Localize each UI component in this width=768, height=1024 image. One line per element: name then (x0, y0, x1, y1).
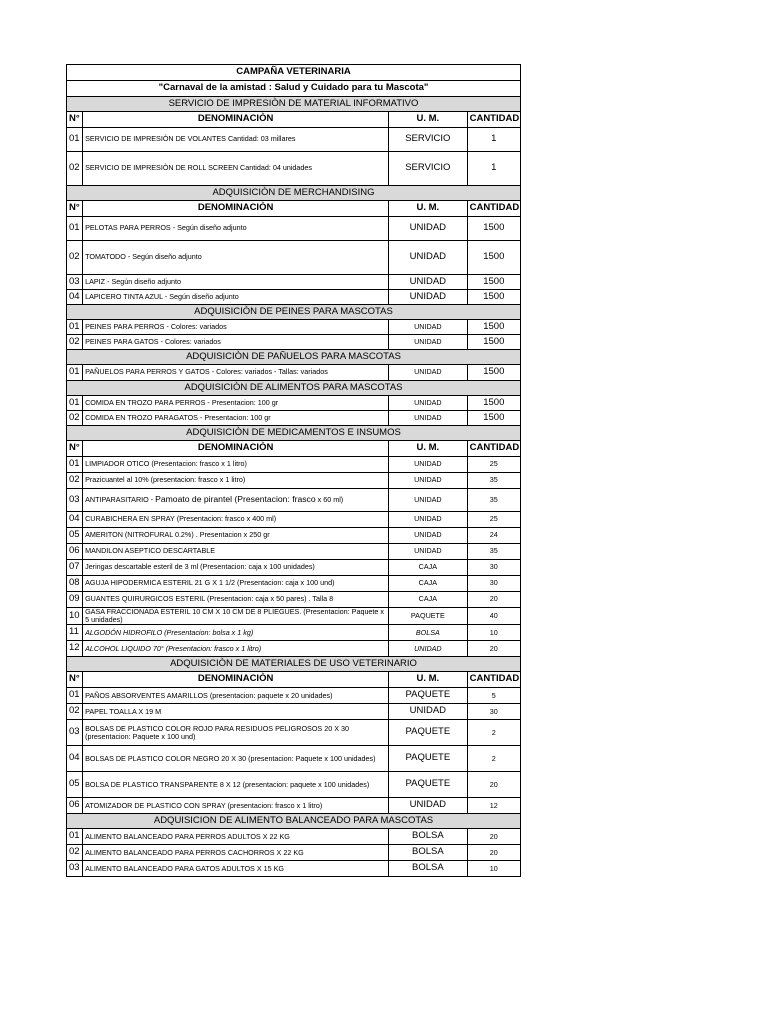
table-row (67, 217, 521, 241)
item-number: 01 (67, 457, 83, 473)
table-row (67, 798, 521, 814)
section-title-row (67, 97, 521, 112)
item-number: 03 (67, 861, 83, 877)
item-description: Prazicuantel al 10% (presentacion: frasco x 1 litro) (83, 473, 389, 489)
section-title-row (67, 814, 521, 829)
table-row (67, 396, 521, 411)
item-quantity: 25 (467, 512, 520, 528)
item-unit: BOLSA (389, 845, 468, 861)
section-title-row (67, 305, 521, 320)
item-unit: UNIDAD (389, 704, 468, 720)
item-quantity: 40 (467, 608, 520, 625)
item-description: COMIDA EN TROZO PARAGATOS - Presentacion: 100 gr (83, 411, 389, 426)
section-title-row (67, 350, 521, 365)
section-title: ADQUISICIÒN DE ALIMENTOS PARA MASCOTAS (67, 381, 521, 396)
table-row (67, 625, 521, 641)
item-quantity: 20 (467, 772, 520, 798)
header-cantidad: CANTIDAD (467, 441, 520, 457)
item-unit: CAJA (389, 560, 468, 576)
table-row (67, 411, 521, 426)
item-unit: SERVICIO (389, 128, 468, 152)
item-description: BOLSAS DE PLASTICO COLOR ROJO PARA RESIDUOS PELIGROSOS 20 X 30 (presentacion: Paquete x 100 und) (83, 720, 389, 746)
table-row (67, 704, 521, 720)
table-row (67, 128, 521, 152)
table-row (67, 320, 521, 335)
header-denominacion: DENOMINACIÒN (83, 112, 389, 128)
item-description: GUANTES QUIRURGICOS ESTERIL (Presentacion: caja x 50 pares) . Talla 8 (83, 592, 389, 608)
item-number: 01 (67, 365, 83, 381)
item-description (83, 489, 389, 512)
item-number: 02 (67, 473, 83, 489)
item-description: BOLSAS DE PLASTICO COLOR NEGRO 20 X 30 (presentacion: Paquete x 100 unidades) (83, 746, 389, 772)
item-quantity: 30 (467, 560, 520, 576)
item-unit: PAQUETE (389, 688, 468, 704)
column-header-row (67, 672, 521, 688)
item-quantity: 12 (467, 798, 520, 814)
header-number: N° (67, 441, 83, 457)
item-quantity: 1500 (467, 217, 520, 241)
item-description-part: x 60 ml) (315, 495, 344, 505)
item-number: 03 (67, 489, 83, 512)
section-title: ADQUISICIÒN DE MERCHANDISING (67, 186, 521, 201)
header-um: U. M. (389, 201, 468, 217)
item-quantity: 2 (467, 720, 520, 746)
item-description: PAPEL TOALLA X 19 M (83, 704, 389, 720)
item-description: PEINES PARA PERROS - Colores: variados (83, 320, 389, 335)
item-unit: UNIDAD (389, 365, 468, 381)
item-unit: UNIDAD (389, 457, 468, 473)
item-description: AGUJA HIPODERMICA ESTERIL 21 G X 1 1/2 (Presentacion: caja x 100 und) (83, 576, 389, 592)
item-quantity: 20 (467, 592, 520, 608)
header-um: U. M. (389, 112, 468, 128)
table-row (67, 335, 521, 350)
table-row (67, 560, 521, 576)
section-title-row (67, 657, 521, 672)
item-description: BOLSA DE PLASTICO TRANSPARENTE 8 X 12 (presentacion: paquete x 100 unidades) (83, 772, 389, 798)
item-description: GASA FRACCIONADA ESTERIL 10 CM X 10 CM DE 8 PLIEGUES. (Presentacion: Paquete x 5 unidades) (83, 608, 389, 625)
section-title-row (67, 426, 521, 441)
item-unit: BOLSA (389, 829, 468, 845)
table-row (67, 861, 521, 877)
header-cantidad: CANTIDAD (467, 672, 520, 688)
item-description: TOMATODO - Según diseño adjunto (83, 241, 389, 275)
item-quantity: 25 (467, 457, 520, 473)
section-title-row (67, 381, 521, 396)
title-row (67, 65, 521, 81)
item-unit: UNIDAD (389, 641, 468, 657)
item-description: PAÑUELOS PARA PERROS Y GATOS - Colores: variados - Tallas: variados (83, 365, 389, 381)
item-description: ALIMENTO BALANCEADO PARA PERROS ADULTOS X 22 KG (83, 829, 389, 845)
item-number: 05 (67, 772, 83, 798)
item-unit: BOLSA (389, 625, 468, 641)
header-um: U. M. (389, 672, 468, 688)
item-quantity: 5 (467, 688, 520, 704)
item-quantity: 10 (467, 861, 520, 877)
item-number: 09 (67, 592, 83, 608)
table-row (67, 489, 521, 512)
table-row (67, 365, 521, 381)
item-description: ALIMENTO BALANCEADO PARA GATOS ADULTOS X 15 KG (83, 861, 389, 877)
item-number: 02 (67, 152, 83, 186)
header-number: N° (67, 112, 83, 128)
item-unit: UNIDAD (389, 411, 468, 426)
item-unit: UNIDAD (389, 489, 468, 512)
item-unit: UNIDAD (389, 275, 468, 290)
item-quantity: 1500 (467, 411, 520, 426)
item-quantity: 20 (467, 845, 520, 861)
item-quantity: 1500 (467, 365, 520, 381)
item-description: PAÑOS ABSORVENTES AMARILLOS (presentacion: paquete x 20 unidades) (83, 688, 389, 704)
table-row (67, 457, 521, 473)
item-unit: UNIDAD (389, 473, 468, 489)
item-number: 01 (67, 217, 83, 241)
item-number: 02 (67, 411, 83, 426)
header-cantidad: CANTIDAD (467, 201, 520, 217)
table-row (67, 290, 521, 305)
item-unit: PAQUETE (389, 746, 468, 772)
item-description-part: Pamoato de pirantel (Presentacion: frasco (155, 494, 316, 505)
section-title: ADQUISICIÒN DE PAÑUELOS PARA MASCOTAS (67, 350, 521, 365)
item-number: 01 (67, 688, 83, 704)
item-number: 06 (67, 544, 83, 560)
item-quantity: 35 (467, 473, 520, 489)
section-title: ADQUISICIÒN DE MATERIALES DE USO VETERINARIO (67, 657, 521, 672)
column-header-row (67, 201, 521, 217)
item-unit: UNIDAD (389, 512, 468, 528)
item-unit: UNIDAD (389, 320, 468, 335)
item-description: SERVICIO DE IMPRESIÒN DE ROLL SCREEN Cantidad: 04 unidades (83, 152, 389, 186)
section-title: SERVICIO DE IMPRESIÒN DE MATERIAL INFORMATIVO (67, 97, 521, 112)
column-header-row (67, 441, 521, 457)
item-number: 10 (67, 608, 83, 625)
header-denominacion: DENOMINACIÒN (83, 672, 389, 688)
item-quantity: 20 (467, 829, 520, 845)
header-denominacion: DENOMINACIÒN (83, 441, 389, 457)
table-row (67, 845, 521, 861)
table-row (67, 576, 521, 592)
item-unit: UNIDAD (389, 798, 468, 814)
item-description: ATOMIZADOR DE PLASTICO CON SPRAY (presentacion: frasco x 1 litro) (83, 798, 389, 814)
item-description: COMIDA EN TROZO PARA PERROS - Presentacion: 100 gr (83, 396, 389, 411)
item-unit: UNIDAD (389, 528, 468, 544)
item-quantity: 30 (467, 704, 520, 720)
item-quantity: 35 (467, 489, 520, 512)
item-description: MANDILON ASEPTICO DESCARTABLE (83, 544, 389, 560)
item-unit: PAQUETE (389, 772, 468, 798)
item-description: LAPICERO TINTA AZUL - Según diseño adjunto (83, 290, 389, 305)
requirements-table (66, 64, 521, 877)
item-unit: UNIDAD (389, 544, 468, 560)
item-number: 05 (67, 528, 83, 544)
item-description: LIMPIADOR OTICO (Presentacion: frasco x 1 litro) (83, 457, 389, 473)
subtitle-row (67, 81, 521, 97)
table-row (67, 473, 521, 489)
item-number: 07 (67, 560, 83, 576)
item-number: 03 (67, 720, 83, 746)
item-unit: UNIDAD (389, 335, 468, 350)
section-title: ADQUISICIÒN DE PEINES PARA MASCOTAS (67, 305, 521, 320)
item-number: 02 (67, 335, 83, 350)
item-quantity: 1500 (467, 396, 520, 411)
item-quantity: 1 (467, 128, 520, 152)
item-description: PEINES PARA GATOS - Colores: variados (83, 335, 389, 350)
item-number: 06 (67, 798, 83, 814)
item-unit: BOLSA (389, 861, 468, 877)
item-number: 12 (67, 641, 83, 657)
item-number: 02 (67, 241, 83, 275)
item-quantity: 1500 (467, 320, 520, 335)
table-row (67, 152, 521, 186)
item-description: Jeringas descartable esteril de 3 ml (Presentacion: caja x 100 unidades) (83, 560, 389, 576)
item-unit: UNIDAD (389, 241, 468, 275)
header-number: N° (67, 672, 83, 688)
item-quantity: 1500 (467, 241, 520, 275)
item-quantity: 24 (467, 528, 520, 544)
item-quantity: 1500 (467, 335, 520, 350)
item-unit: UNIDAD (389, 396, 468, 411)
item-number: 04 (67, 290, 83, 305)
item-unit: CAJA (389, 576, 468, 592)
item-unit: SERVICIO (389, 152, 468, 186)
item-quantity: 2 (467, 746, 520, 772)
item-description: ALIMENTO BALANCEADO PARA PERROS CACHORROS X 22 KG (83, 845, 389, 861)
item-number: 04 (67, 512, 83, 528)
item-number: 02 (67, 845, 83, 861)
item-number: 01 (67, 128, 83, 152)
table-row (67, 608, 521, 625)
item-description: LAPIZ - Según diseño adjunto (83, 275, 389, 290)
item-number: 01 (67, 320, 83, 335)
item-number: 01 (67, 829, 83, 845)
item-number: 03 (67, 275, 83, 290)
table-row (67, 688, 521, 704)
item-quantity: 20 (467, 641, 520, 657)
item-number: 11 (67, 625, 83, 641)
table-row (67, 528, 521, 544)
item-description: SERVICIO DE IMPRESIÒN DE VOLANTES Cantidad: 03 millares (83, 128, 389, 152)
document-title: CAMPAÑA VETERINARIA (67, 65, 521, 81)
item-quantity: 1500 (467, 290, 520, 305)
table-row (67, 641, 521, 657)
item-quantity: 30 (467, 576, 520, 592)
item-unit: PAQUETE (389, 720, 468, 746)
section-title: ADQUISICION DE ALIMENTO BALANCEADO PARA MASCOTAS (67, 814, 521, 829)
item-unit: PAQUETE (389, 608, 468, 625)
item-unit: CAJA (389, 592, 468, 608)
section-title-row (67, 186, 521, 201)
table-row (67, 829, 521, 845)
column-header-row (67, 112, 521, 128)
item-unit: UNIDAD (389, 217, 468, 241)
table-row (67, 512, 521, 528)
item-number: 04 (67, 746, 83, 772)
table-row (67, 720, 521, 746)
item-description: PELOTAS PARA PERROS - Según diseño adjunto (83, 217, 389, 241)
item-unit: UNIDAD (389, 290, 468, 305)
table-row (67, 241, 521, 275)
item-description: AMERITON (NITROFURAL 0.2%) . Presentacion x 250 gr (83, 528, 389, 544)
item-quantity: 1500 (467, 275, 520, 290)
table-row (67, 746, 521, 772)
table-row (67, 772, 521, 798)
item-description: CURABICHERA EN SPRAY (Presentacion: frasco x 400 ml) (83, 512, 389, 528)
header-denominacion: DENOMINACIÒN (83, 201, 389, 217)
header-number: N° (67, 201, 83, 217)
header-um: U. M. (389, 441, 468, 457)
section-title: ADQUISICIÒN DE MEDICAMENTOS E INSUMOS (67, 426, 521, 441)
item-description-part: ANTIPARASITARIO - (85, 495, 156, 505)
item-quantity: 1 (467, 152, 520, 186)
item-number: 08 (67, 576, 83, 592)
item-quantity: 35 (467, 544, 520, 560)
item-description: ALGODÓN HIDROFILO (Presentacion: bolsa x 1 kg) (83, 625, 389, 641)
table-row (67, 275, 521, 290)
table-row (67, 592, 521, 608)
item-number: 02 (67, 704, 83, 720)
document-subtitle: "Carnaval de la amistad : Salud y Cuidado para tu Mascota" (67, 81, 521, 97)
header-cantidad: CANTIDAD (467, 112, 520, 128)
item-number: 01 (67, 396, 83, 411)
item-quantity: 10 (467, 625, 520, 641)
item-description: ALCOHOL LIQUIDO 70° (Presentacion: frasco x 1 litro) (83, 641, 389, 657)
table-row (67, 544, 521, 560)
